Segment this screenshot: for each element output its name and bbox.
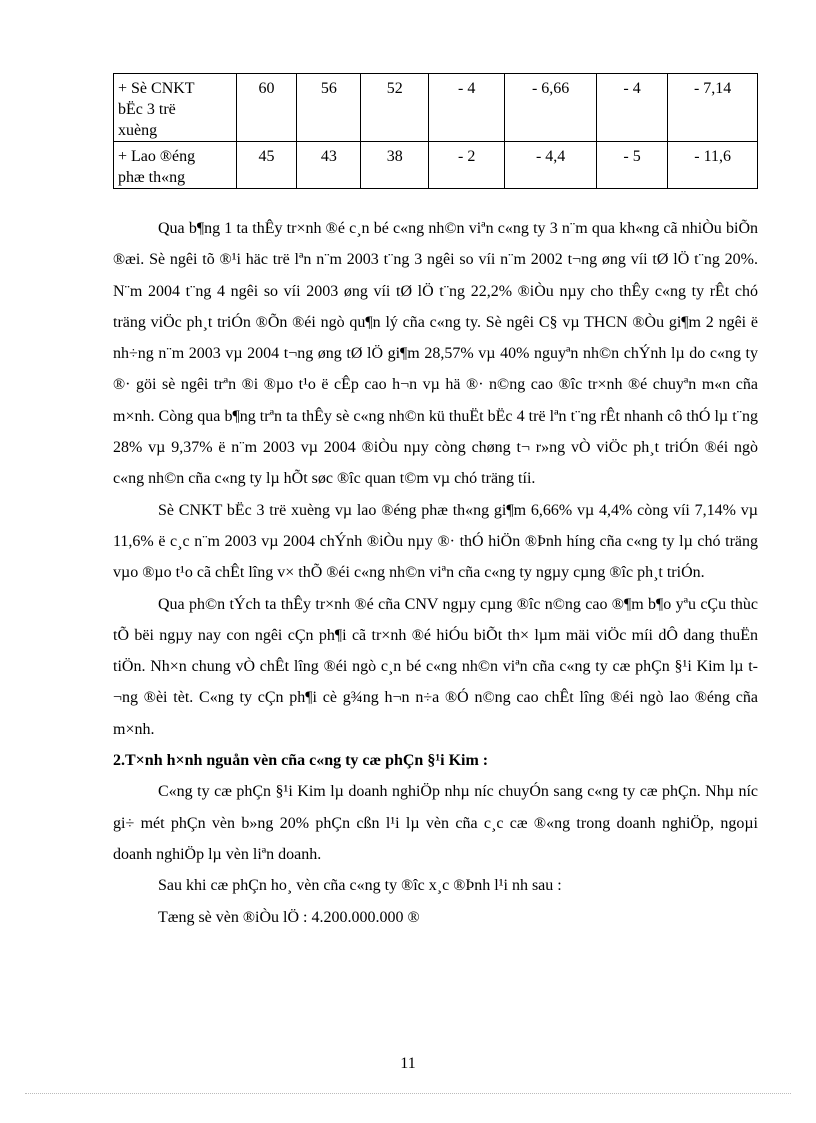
table-cell: - 4,4 (505, 142, 596, 189)
row-label-cell (114, 74, 237, 142)
table-cell: 52 (361, 74, 429, 142)
table-cell: - 4 (596, 74, 667, 142)
table-cell: - 5 (596, 142, 667, 189)
row-label-line: phæ th«ng (118, 169, 186, 186)
table-cell: - 4 (428, 74, 505, 142)
table-cell: 43 (297, 142, 361, 189)
table-cell: - 6,66 (505, 74, 596, 142)
table-cell: 45 (236, 142, 297, 189)
row-label-line: xuèng (118, 122, 158, 139)
table-cell: 60 (236, 74, 297, 142)
section-heading: 2.T×nh h×nh nguån vèn cña c«ng ty cæ phÇn §¹i Kim : (113, 752, 489, 770)
row-label-line: + Sè CNKT (118, 80, 195, 97)
footer-divider (25, 1093, 791, 1094)
row-label-line: bËc 3 trë (118, 101, 176, 118)
paragraph: Qua ph©n tÝch ta thÊy tr×nh ®é cña CNV ngµy cµng ®îc n©ng cao ®¶m b¶o yªu cÇu thùc tÕ bëi ngµy nay con ngêi cÇn ph¶i cã tr×nh ®é hiÓu biÕt th× lµm mäi viÖc míi dÔ dang thuËn tiÖn. Nh×n chung vÒ chÊt lîng ®éi ngò c¸n bé c«ng nh©n viªn cña c«ng ty cæ phÇn §¹i Kim lµ t¬ng ®èi tèt. C«ng ty cÇn ph¶i cè g¾ng h¬n n÷a ®Ó n©ng cao chÊt lîng ®éi ngò lao ®éng cña m×nh. (113, 595, 758, 738)
staff-qualification-table (113, 73, 758, 189)
table-row (114, 74, 758, 142)
paragraph: C«ng ty cæ phÇn §¹i Kim lµ doanh nghiÖp nhµ níc chuyÓn sang c«ng ty cæ phÇn. Nhµ níc gi÷ mét phÇn vèn b»ng 20% phÇn cßn l¹i lµ vèn cña c¸c cæ ®«ng trong doanh nghiÖp, ngoµi doanh nghiÖp lµ vèn liªn doanh. (113, 783, 758, 863)
paragraph: Tæng sè vèn ®iÒu lÖ : 4.200.000.000 ® (158, 908, 420, 926)
row-label-line: + Lao ®éng (118, 148, 196, 165)
table-cell: 56 (297, 74, 361, 142)
table-cell: - 11,6 (668, 142, 758, 189)
paragraph: Qua b¶ng 1 ta thÊy tr×nh ®é c¸n bé c«ng nh©n viªn c«ng ty 3 n¨m qua kh«ng cã nhiÒu biÕn ®æi. Sè ngêi tõ ®¹i häc trë lªn n¨m 2003 t¨ng 3 ngêi so víi n¨m 2002 t¬ng øng víi tØ lÖ t¨ng 20%. N¨m 2004 t¨ng 4 ngêi so víi 2003 øng víi tØ lÖ t¨ng 22,2% ®iÒu nµy cho thÊy c«ng ty rÊt chó träng viÖc ph¸t triÓn ®Õn ®éi ngò qu¶n lý cña c«ng ty. Sè ngêi C§ vµ THCN ®Òu gi¶m 2 ngêi ë nh÷ng n¨m 2003 vµ 2004 t¬ng øng tØ lÖ gi¶m 28,57% vµ 40% nguyªn nh©n chÝnh lµ do c«ng ty ®· göi sè ngêi trªn ®i ®µo t¹o ë cÊp cao h¬n vµ hä ®· n©ng cao ®îc tr×nh ®é chuyªn m«n cña m×nh. Còng qua b¶ng trªn ta thÊy sè c«ng nh©n kü thuËt bËc 4 trë lªn t¨ng rÊt nhanh cô thÓ lµ t¨ng 28% vµ 9,37% ë n¨m 2003 vµ 2004 ®iÒu nµy còng chøng t¬ r»ng vÒ viÖc ph¸t triÓn ®éi ngò c«ng nh©n cña c«ng ty lµ hÕt søc ®îc quan t©m vµ chó träng tíi. (113, 220, 758, 488)
table-row (114, 142, 758, 189)
table-cell: - 2 (428, 142, 505, 189)
row-label-cell (114, 142, 237, 189)
table-cell: 38 (361, 142, 429, 189)
page-number: 11 (400, 1055, 416, 1072)
paragraph: Sau khi cæ phÇn ho¸ vèn cña c«ng ty ®îc x¸c ®Þnh l¹i nh sau : (158, 877, 562, 895)
paragraph: Sè CNKT bËc 3 trë xuèng vµ lao ®éng phæ th«ng gi¶m 6,66% vµ 4,4% còng víi 7,14% vµ 11,6% ë c¸c n¨m 2003 vµ 2004 chÝnh ®iÒu nµy ®· thÓ hiÖn ®Þnh híng cña c«ng ty lµ chó träng vµo ®µo t¹o cã chÊt lîng v× thÕ ®éi c«ng nh©n viªn cña c«ng ty ngµy cµng ®îc ph¸t triÓn. (113, 501, 758, 582)
body-text (113, 213, 758, 933)
table-cell: - 7,14 (668, 74, 758, 142)
